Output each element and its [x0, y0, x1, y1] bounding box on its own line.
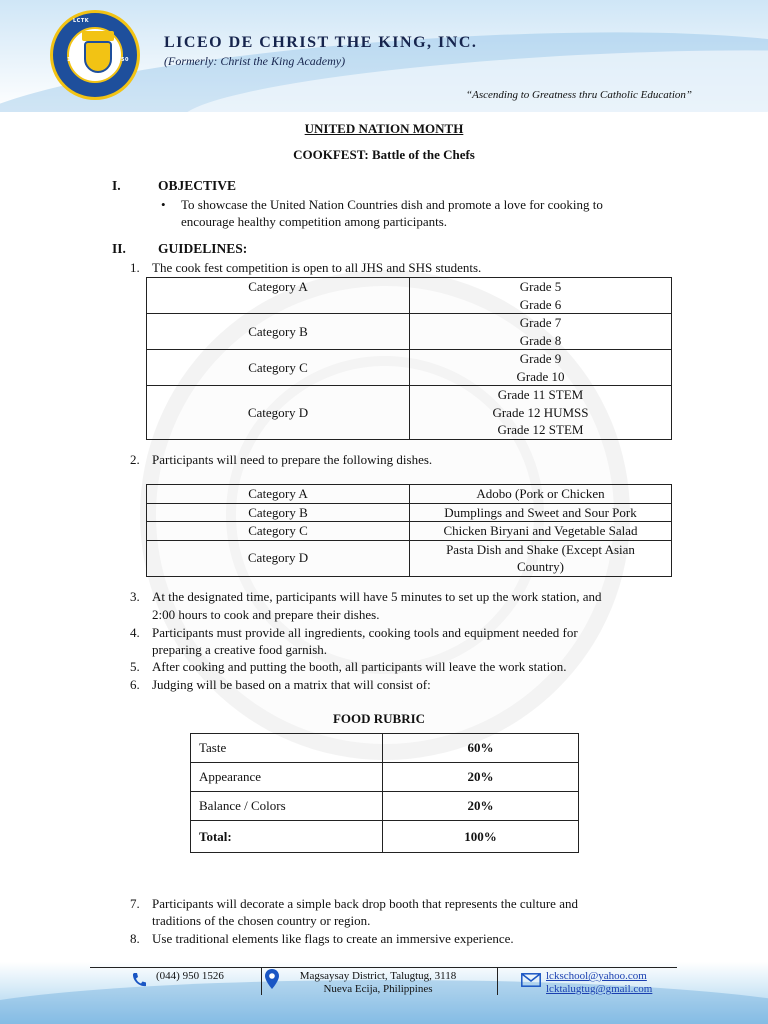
category-cell: Category D: [147, 386, 410, 440]
criterion-cell: Balance / Colors: [191, 792, 383, 821]
guideline-1: The cook fest competition is open to all JHS and SHS students.: [152, 260, 482, 275]
guideline-5: After cooking and putting the booth, all participants will leave the work station.: [152, 659, 567, 674]
category-cell: Category D: [147, 540, 410, 576]
guideline-4-line2: preparing a creative food garnish.: [152, 642, 328, 657]
item-number: 7.: [130, 896, 140, 911]
weight-cell: 60%: [383, 734, 579, 763]
food-rubric-table: [190, 733, 579, 853]
category-cell: Category C: [147, 350, 410, 386]
dish-cell: [410, 540, 672, 576]
guideline-3-line1: At the designated time, participants will have 5 minutes to set up the work station, and: [152, 589, 602, 604]
grade-label: Grade 12 HUMSS: [492, 404, 589, 420]
category-cell: Category C: [147, 522, 410, 541]
footer-separator: [261, 968, 262, 995]
grade-label: Grade 12 STEM: [497, 422, 584, 438]
footer-separator: [497, 968, 498, 995]
section-numeral-objective: I.: [112, 178, 121, 193]
grade-label: Grade 8: [519, 332, 562, 348]
table-row: [147, 485, 672, 504]
seal-crown: [82, 31, 114, 41]
seal-left-digits: 19: [67, 57, 75, 63]
category-dishes-table: [146, 484, 672, 577]
table-row: [191, 763, 579, 792]
grade-label: Grade 5: [519, 279, 562, 294]
item-number: 5.: [130, 659, 140, 674]
item-number: 6.: [130, 677, 140, 692]
grades-cell: [410, 314, 672, 350]
table-row: [191, 792, 579, 821]
grade-label: Grade 10: [516, 368, 565, 384]
grades-cell: [410, 386, 672, 440]
school-former-name: (Formerly: Christ the King Academy): [164, 54, 346, 68]
seal-top-text: LCTK: [73, 18, 90, 24]
dish-cell: Dumplings and Sweet and Sour Pork: [410, 503, 672, 522]
guideline-2: Participants will need to prepare the following dishes.: [152, 452, 433, 467]
section-heading-guidelines: GUIDELINES:: [158, 241, 248, 256]
criterion-cell: Taste: [191, 734, 383, 763]
item-number: 3.: [130, 589, 140, 604]
category-grades-table: [146, 277, 672, 440]
table-row: [147, 522, 672, 541]
item-number: 2.: [130, 452, 140, 467]
table-row: [147, 350, 672, 386]
footer-email-2[interactable]: lcktalugtug@gmail.com: [546, 983, 653, 995]
document-title: UNITED NATION MONTH: [304, 121, 464, 136]
seal-right-digits: 50: [121, 57, 129, 63]
guideline-7-line2: traditions of the chosen country or region.: [152, 913, 371, 928]
weight-cell: 100%: [383, 821, 579, 853]
footer-address-line1: Magsaysay District, Talugtug, 3118: [299, 970, 457, 982]
email-icon: [521, 973, 541, 987]
table-row: [191, 821, 579, 853]
guideline-4-line1: Participants must provide all ingredients, cooking tools and equipment needed for: [152, 625, 578, 640]
footer-address: [286, 970, 470, 996]
school-motto: “Ascending to Greatness thru Catholic Education”: [466, 89, 692, 101]
school-seal-logo: [50, 10, 140, 100]
dish-cell: Chicken Biryani and Vegetable Salad: [410, 522, 672, 541]
phone-icon: [131, 972, 147, 988]
seal-shield: [84, 41, 112, 73]
document-subtitle: COOKFEST: Battle of the Chefs: [293, 147, 475, 162]
table-row: [147, 386, 672, 440]
category-cell: Category B: [147, 314, 410, 350]
category-cell: Category A: [147, 485, 410, 504]
grade-label: Grade 7: [519, 315, 562, 330]
guideline-8: Use traditional elements like flags to create an immersive experience.: [152, 931, 514, 946]
table-row: [147, 540, 672, 576]
table-row: [147, 314, 672, 350]
table-row: [147, 503, 672, 522]
school-name: LICEO DE CHRIST THE KING, INC.: [164, 34, 478, 51]
table-row: [191, 734, 579, 763]
location-pin-icon: [265, 969, 279, 989]
dish-cell: Adobo (Pork or Chicken: [410, 485, 672, 504]
category-cell: Category B: [147, 503, 410, 522]
grade-label: Grade 9: [519, 351, 562, 366]
objective-text-cont: encourage healthy competition among participants.: [181, 214, 448, 229]
footer-divider: [90, 967, 677, 968]
category-cell: Category A: [147, 278, 410, 314]
rubric-title: FOOD RUBRIC: [332, 711, 426, 726]
item-number: 1.: [130, 260, 140, 275]
table-row: [147, 278, 672, 314]
weight-cell: 20%: [383, 792, 579, 821]
guideline-3-line2: 2:00 hours to cook and prepare their dishes.: [152, 607, 380, 622]
guideline-6: Judging will be based on a matrix that will consist of:: [152, 677, 431, 692]
item-number: 4.: [130, 625, 140, 640]
footer-phone: (044) 950 1526: [156, 970, 224, 982]
objective-text: To showcase the United Nation Countries dish and promote a love for cooking to: [181, 197, 603, 212]
bullet-dot: •: [161, 197, 166, 212]
weight-cell: 20%: [383, 763, 579, 792]
criterion-cell: Appearance: [191, 763, 383, 792]
footer-email-1[interactable]: lckschool@yahoo.com: [546, 970, 647, 982]
footer-address-line2: Nueva Ecija, Philippines: [323, 983, 433, 995]
item-number: 8.: [130, 931, 140, 946]
grades-cell: [410, 278, 672, 314]
section-numeral-guidelines: II.: [112, 241, 126, 256]
grade-label: Grade 11 STEM: [497, 387, 584, 403]
dish-line: Country): [517, 559, 564, 574]
grade-label: Grade 6: [519, 296, 562, 312]
guideline-7-line1: Participants will decorate a simple back drop booth that represents the culture and: [152, 896, 578, 911]
criterion-cell: Total:: [191, 821, 383, 853]
grades-cell: [410, 350, 672, 386]
dish-line: Pasta Dish and Shake (Except Asian: [446, 541, 635, 557]
section-heading-objective: OBJECTIVE: [158, 178, 237, 193]
